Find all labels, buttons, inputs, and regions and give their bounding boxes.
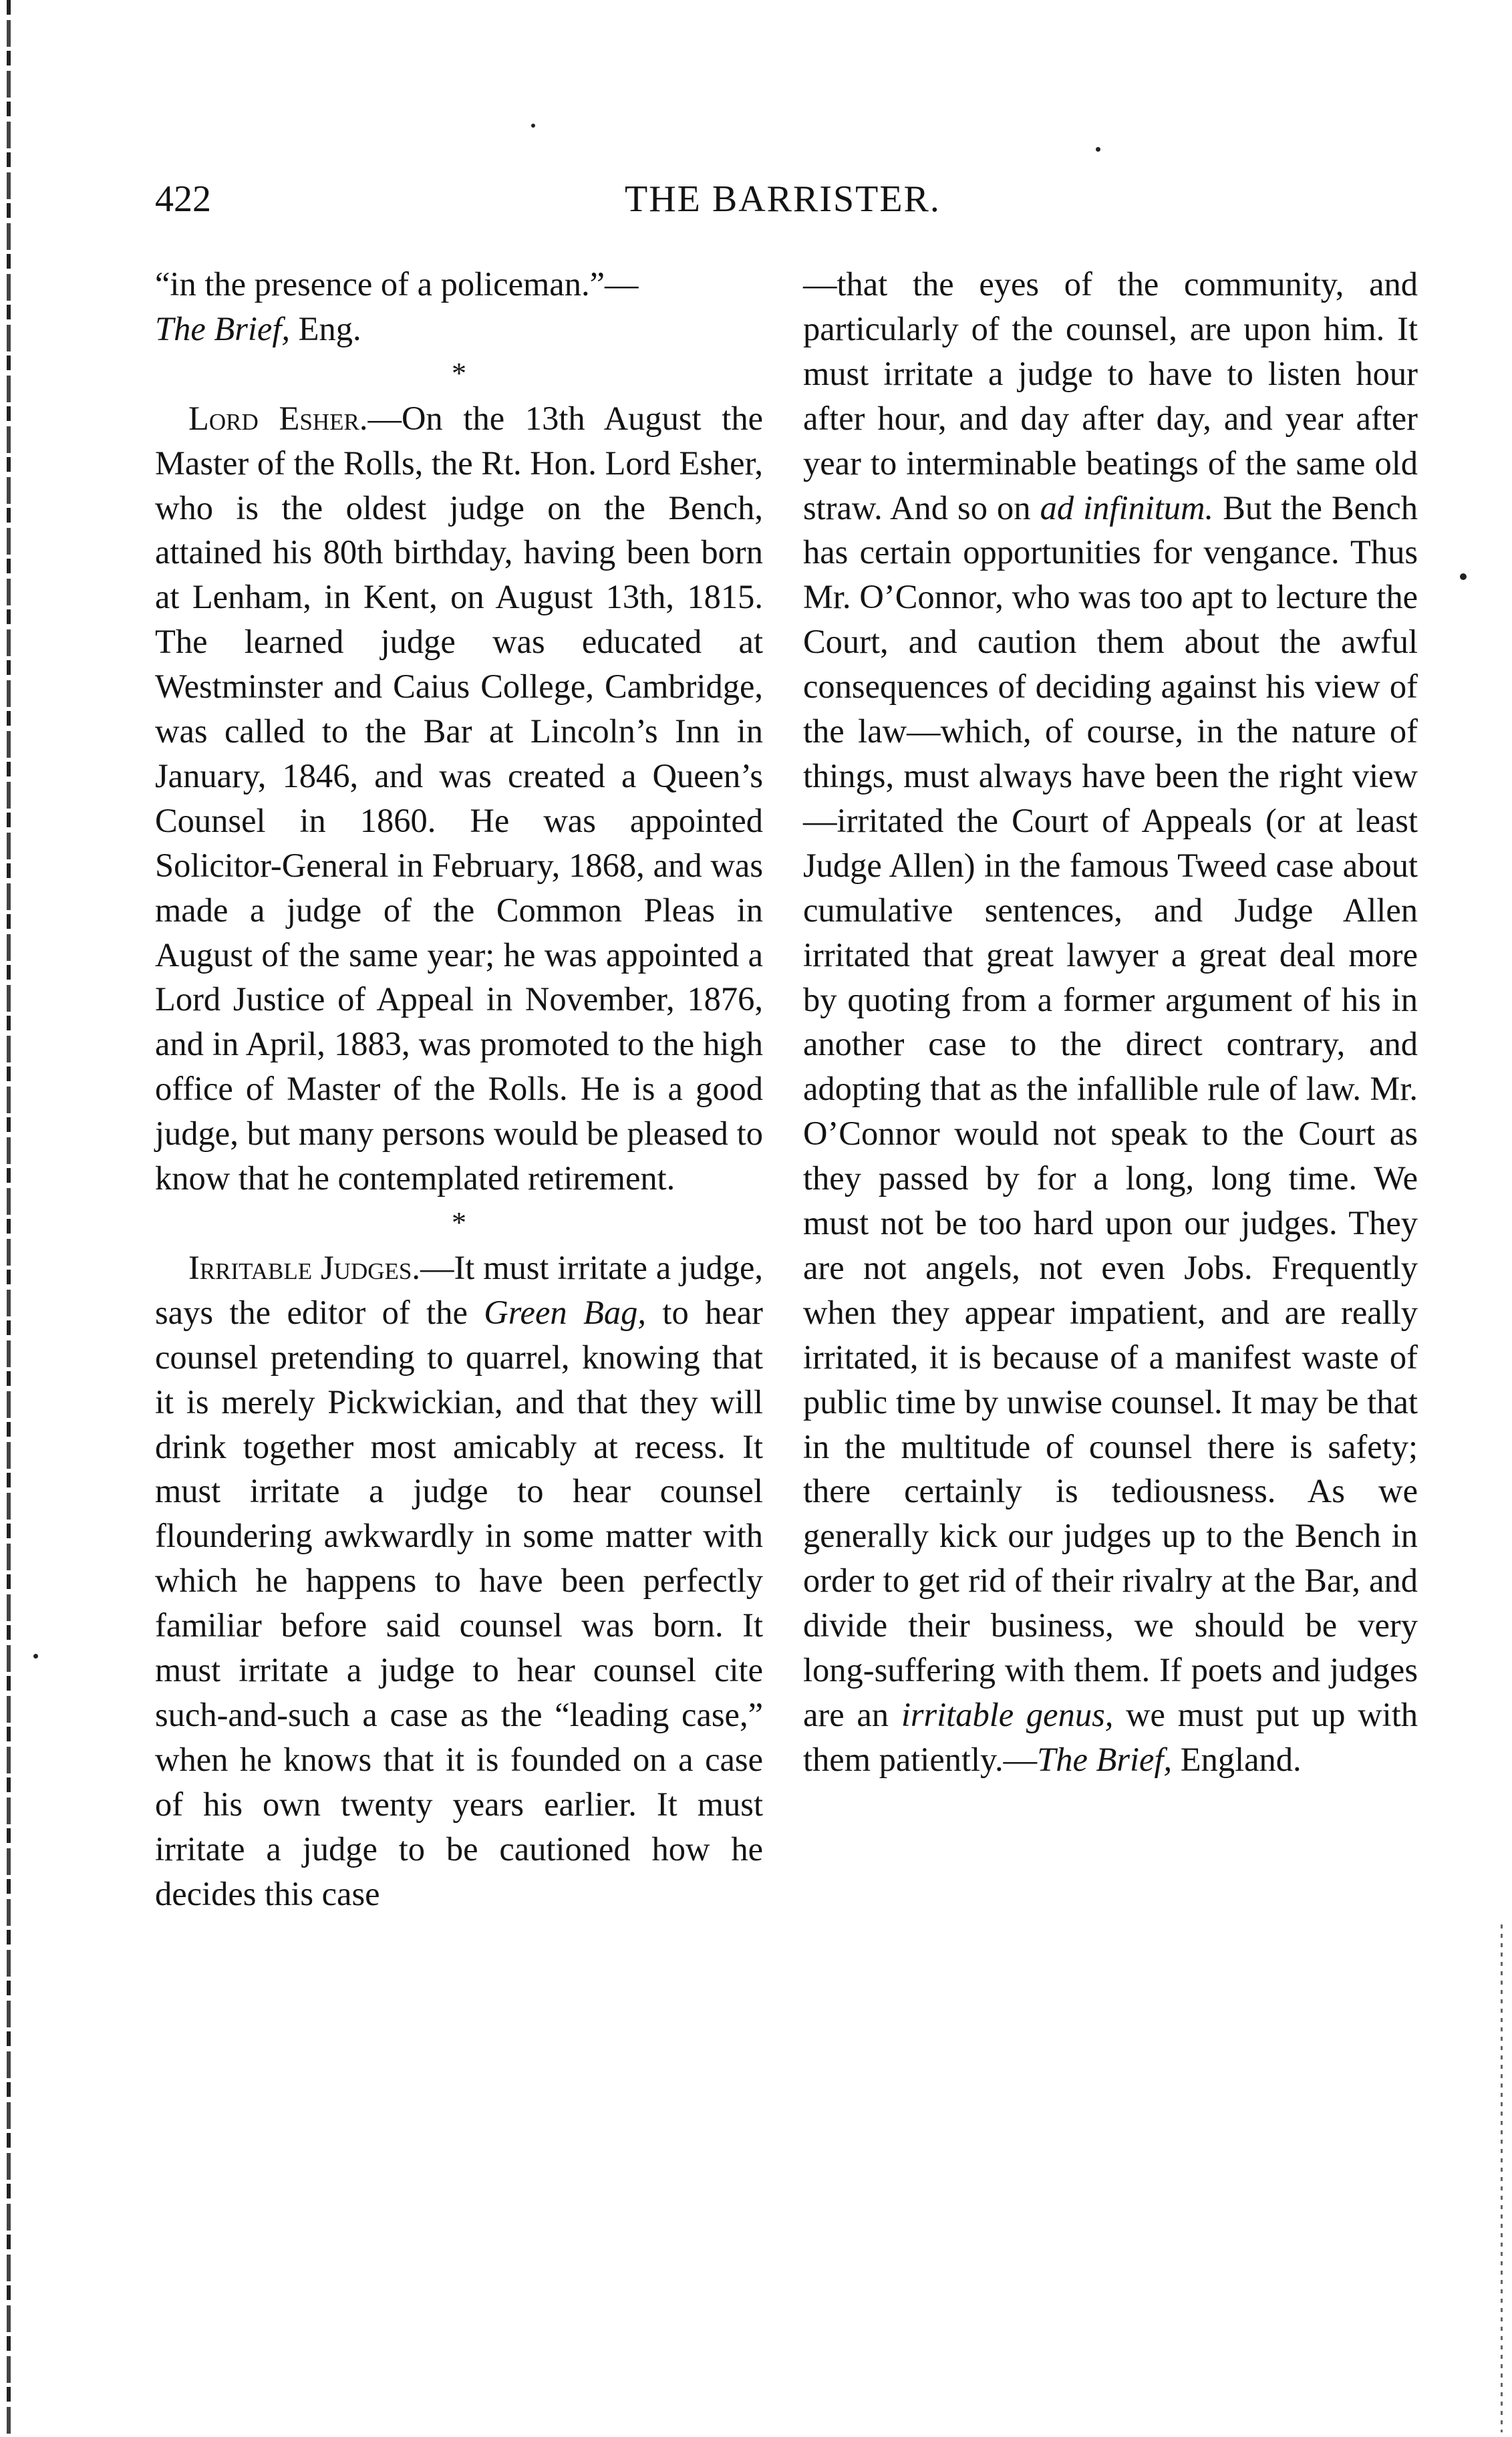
section-separator: * (452, 356, 466, 390)
article-irritable-judges-continued: —that the eyes of the community, and particularly of the counsel, are upon him. It must irritate a judge to have to listen hour after hour, and day after day, and year after year to interminable beatings of the same old straw. And so on ad infinitum. But the Bench has certain opportunities for vengance. Thus Mr. O’Connor, who was too apt to lecture the Court, and caution them about the awful consequences of deciding against his view of the law—which, of course, in the nature of things, must always have been the right view—irritated the Court of Appeals (or at least Judge Allen) in the famous Tweed case about cumulative sentences, and Judge Allen irritated that great lawyer a great deal more by quoting from a former argument of his in another case to the direct contrary, and adopting that as the infallible rule of law. Mr. O’Connor would not speak to the Court as they passed by for a long, long time. We must not be too hard upon our judges. They are not angels, not even Jobs. Frequently when they appear impatient, and are really irritated, it is because of a manifest waste of public time by unwise counsel. It may be that in the multitude of counsel there is safety; there certainly is tediousness. As we generally kick our judges up to the Bench in order to get rid of their rivalry at the Bar, and divide their business, we should be very long-suffering with them. If poets and judges are an irritable genus, we must put up with them patiently.—The Brief, England. (803, 265, 1418, 1778)
article-irritable-judges: Irritable Judges.—It must irritate a judge, says the editor of the Green Bag, to hear counsel pretending to quarrel, knowing that it is merely Pickwickian, and that they will drink together most amicably at recess. It must irritate a judge to hear counsel floundering awkwardly in some matter with which he happens to have been perfectly familiar before said counsel was born. It must irritate a judge to hear counsel cite such-and-such a case as the “leading case,” when he knows that it is founded on a case of his own twenty years earlier. It must irritate a judge to be cautioned how he decides this case (155, 1248, 763, 1912)
page-number: 422 (155, 178, 211, 220)
scan-speck (33, 1654, 38, 1659)
article-heading: Lord Esher. (188, 399, 368, 437)
quote-ending: “in the presence of a policeman.”— The Brief, Eng. (155, 265, 639, 347)
article-source: The Brief, (1037, 1740, 1173, 1778)
quote-source: The Brief, (155, 309, 290, 347)
publication-name: Green Bag, (484, 1293, 646, 1331)
latin-phrase: irritable genus, (901, 1696, 1114, 1733)
article-body: —On the 13th August the Master of the Rolls, the Rt. Hon. Lord Esher, who is the oldest judge on the Bench, attained his 80th birthday, having been born at Lenham, in Kent, on August 13th, 1815. The learned judge was educated at Westminster and Caius College, Cambridge, was called to the Bar at Lincoln’s Inn in January, 1846, and was created a Queen’s Counsel in 1860. He was appointed Solicitor-General in February, 1868, and was made a judge of the Common Pleas in August of the same year; he was appointed a Lord Justice of Appeal in November, 1876, and in April, 1883, was promoted to the high office of Master of the Rolls. He is a good judge, but many persons would be pleased to know that he contemplated retirement. (155, 399, 763, 1197)
page-header (0, 172, 1512, 226)
scan-speck (1460, 573, 1467, 580)
scan-edge-left (7, 0, 11, 2437)
scan-edge-right (1501, 1924, 1503, 2432)
left-column (155, 262, 763, 1916)
scan-speck (1096, 147, 1100, 152)
scan-speck (531, 124, 535, 128)
article-lord-esher (155, 396, 763, 1201)
article-heading: Irritable Judges. (188, 1248, 420, 1286)
right-column (803, 262, 1418, 1782)
latin-phrase: ad infinitum. (1040, 488, 1214, 527)
section-separator: * (452, 1206, 466, 1240)
running-title: THE BARRISTER. (625, 178, 941, 220)
